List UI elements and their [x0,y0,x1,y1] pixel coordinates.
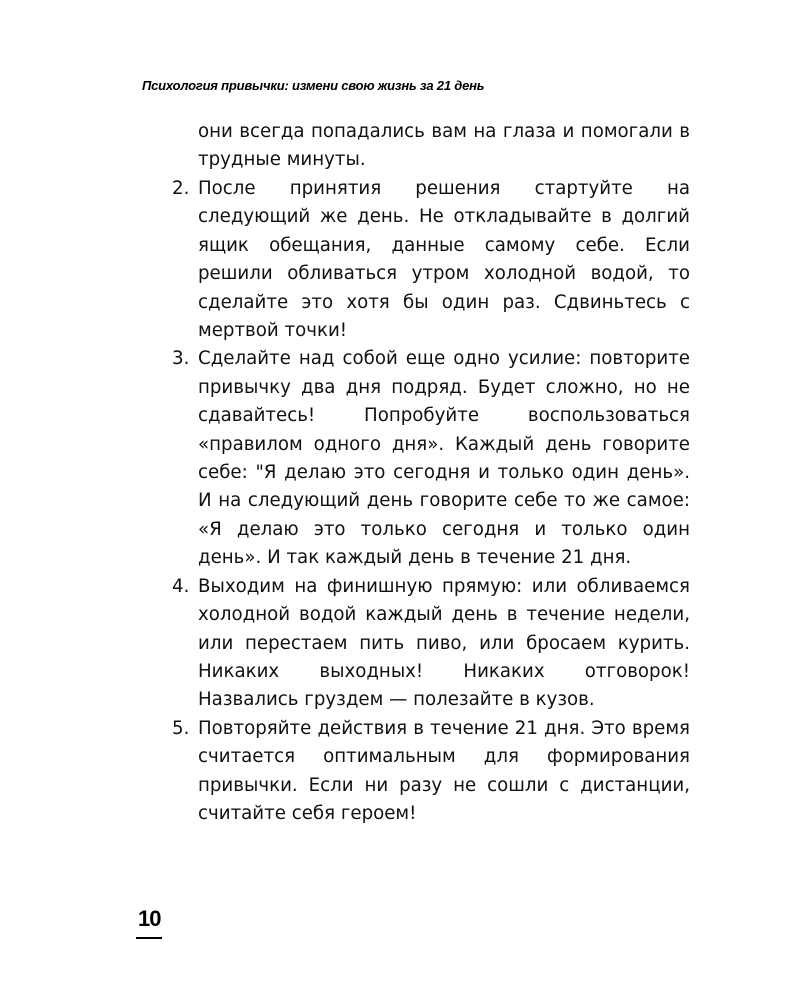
list-item [172,715,690,829]
list-item-text: Выходим на финишную прямую: или обливаемся холодной водой каждый день в течение недели, или перестаем пить пиво, или бросаем курить. Никаких выходных! Никаких отговорок! Назвались груздем — полезайте в кузов. [198,575,690,711]
running-header: Психология привычки: измени свою жизнь за 21 день [142,78,485,93]
page-number: 10 [138,906,161,931]
list-item [172,345,690,572]
list-item [172,175,690,345]
list-item-text: Сделайте над собой еще одно усилие: повторите привычку два дня подряд. Будет сложно, но не сдавайтесь! Попробуйте воспользоваться «правилом одного дня». Каждый день говорите себе: "Я делаю это сегодня и только один день». И на следующий день говорите себе то же самое: «Я делаю это только сегодня и только один день». И так каждый день в течение 21 дня. [198,348,690,569]
list-item-number: 4. [172,575,190,597]
list-item [172,573,690,715]
list-item-number: 5. [172,717,190,739]
numbered-list [172,175,690,828]
list-item-text: Повторяйте действия в течение 21 дня. Это время считается оптимальным для формирования привычки. Если ни разу не сошли с дистанции, считайте себя героем! [198,717,690,824]
continued-paragraph: они всегда попадались вам на глаза и помогали в трудные минуты. [198,121,690,171]
list-item-number: 3. [172,348,190,370]
page-number-rule [136,937,162,939]
list-item-number: 2. [172,178,190,199]
list-item-text: После принятия решения стартуйте на следующий же день. Не откладывайте в долгий ящик обещания, данные самому себе. Если решили обливаться утром холодной водой, то сделайте это хотя бы один раз. Сдвиньтесь с мертвой точки! [198,178,690,342]
